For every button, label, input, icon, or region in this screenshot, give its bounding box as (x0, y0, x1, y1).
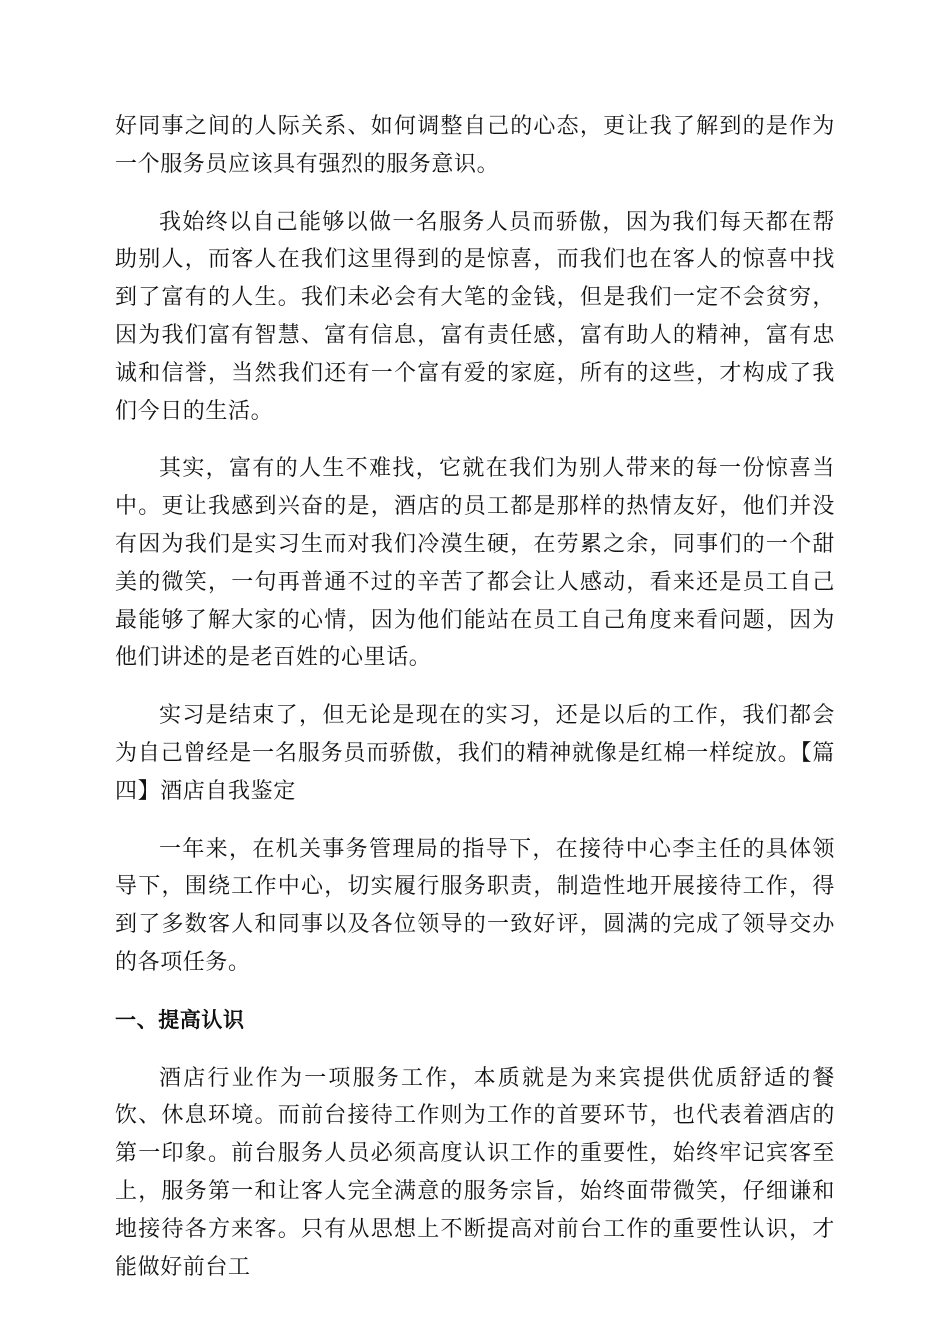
paragraph-continuation: 好同事之间的人际关系、如何调整自己的心态，更让我了解到的是作为一个服务员应该具有强烈的服务意识。 (115, 114, 835, 177)
paragraph-internship-end: 实习是结束了，但无论是现在的实习，还是以后的工作，我们都会为自己曾经是一名服务员而骄傲，我们的精神就像是红棉一样绽放。【篇四】酒店自我鉴定 (115, 703, 835, 804)
paragraph-year-summary: 一年来，在机关事务管理局的指导下，在接待中心李主任的具体领导下，围绕工作中心，切实履行服务职责，制造性地开展接待工作，得到了多数客人和同事以及各位领导的一致好评，圆满的完成了领导交办的各项任务。 (115, 836, 835, 975)
paragraph-raise-awareness: 酒店行业作为一项服务工作，本质就是为来宾提供优质舒适的餐饮、休息环境。而前台接待工作则为工作的首要环节，也代表着酒店的第一印象。前台服务人员必须高度认识工作的重要性，始终牢记宾客至上，服务第一和让客人完全满意的服务宗旨，始终面带微笑，仔细谦和地接待各方来客。只有从思想上不断提高对前台工作的重要性认识，才能做好前台工 (115, 1065, 835, 1280)
document-body (115, 108, 835, 1306)
paragraph-service-pride: 我始终以自己能够以做一名服务人员而骄傲，因为我们每天都在帮助别人，而客人在我们这里得到的是惊喜，而我们也在客人的惊喜中找到了富有的人生。我们未必会有大笔的金钱，但是我们一定不会贫穷，因为我们富有智慧、富有信息，富有责任感，富有助人的精神，富有忠诚和信誉，当然我们还有一个富有爱的家庭，所有的这些，才构成了我们今日的生活。 (115, 209, 835, 424)
section-heading: 一、提高认识 (115, 1007, 245, 1032)
paragraph-rich-life: 其实，富有的人生不难找，它就在我们为别人带来的每一份惊喜当中。更让我感到兴奋的是，酒店的员工都是那样的热情友好，他们并没有因为我们是实习生而对我们冷漠生硬，在劳累之余，同事们的一个甜美的微笑，一句再普通不过的辛苦了都会让人感动，看来还是员工自己最能够了解大家的心情，因为他们能站在员工自己角度来看问题，因为他们讲述的是老百姓的心里话。 (115, 456, 835, 671)
